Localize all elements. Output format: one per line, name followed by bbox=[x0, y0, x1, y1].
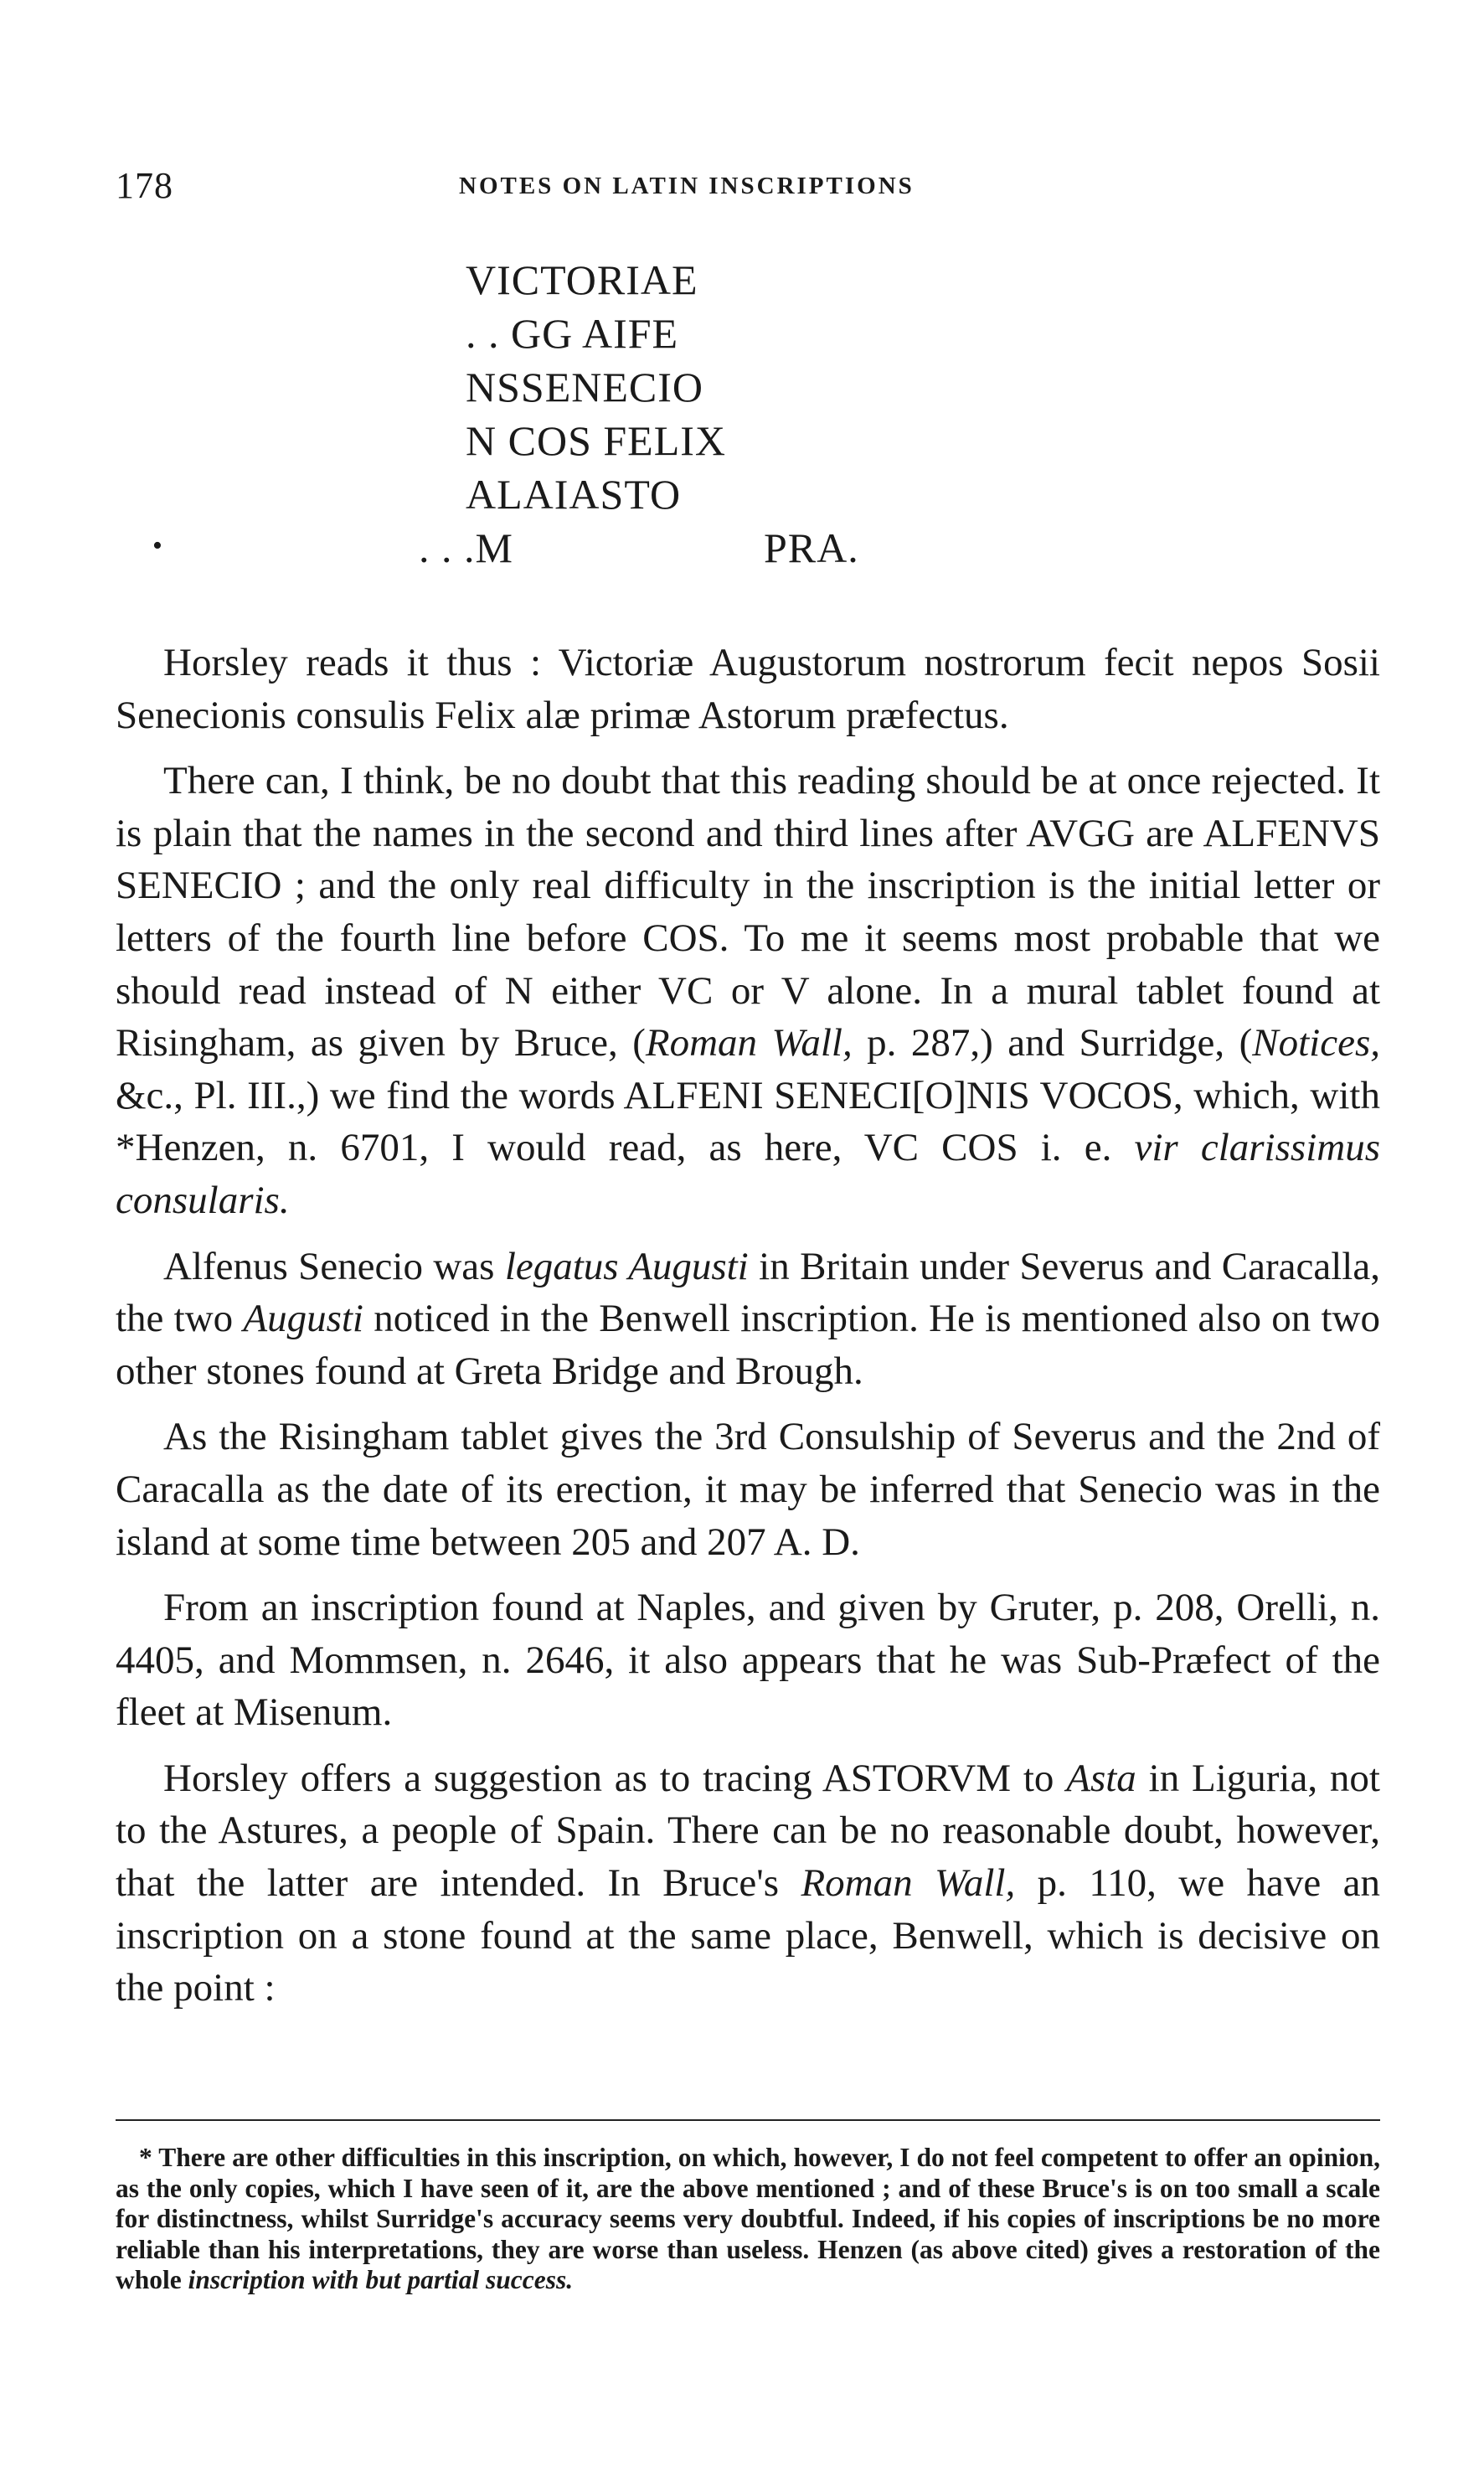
italic-text: Roman Wall, bbox=[801, 1861, 1016, 1906]
italic-text: inscription with but partial success. bbox=[188, 2265, 574, 2295]
inscription-line-4: N COS FELIX bbox=[466, 417, 727, 464]
page-number: 178 bbox=[116, 165, 173, 206]
italic-text: Roman Wall, bbox=[645, 1021, 853, 1065]
inscription-line-2: . . GG AIFE bbox=[466, 310, 679, 357]
italic-text: Augusti bbox=[243, 1297, 363, 1341]
text-run: &c., Pl. III.,) we find the words ALFENI SENECI[O]NIS VOCOS, which, with *Henzen, n. 6701, I would read, as here, VC COS i. e. bbox=[116, 1073, 1380, 1170]
text-run: As the Risingham tablet gives the 3rd Consulship of Severus and the 2nd of Caracalla as the date of its erection, it may be inferred that Senecio was in the island at some time between 205 and 207 A. D. bbox=[116, 1415, 1380, 1564]
paragraph bbox=[116, 1411, 1380, 1568]
italic-text: vir clarissimus consularis. bbox=[116, 1126, 1380, 1222]
text-run: in Britain under Severus and Caracalla, the two bbox=[116, 1244, 1380, 1341]
italic-text: Notices, bbox=[1252, 1021, 1380, 1065]
footnote bbox=[116, 2143, 1380, 2296]
footnote-rule bbox=[116, 2119, 1380, 2121]
text-run: From an inscription found at Naples, and given by Gruter, p. 208, Orelli, n. 4405, and Mommsen, n. 2646, it also appears that he was Sub-Præfect of the fleet at Misenum. bbox=[116, 1586, 1380, 1735]
inscription-line-5: ALAIASTO bbox=[466, 471, 682, 518]
text-run: Alfenus Senecio was bbox=[163, 1244, 505, 1288]
paragraph bbox=[116, 755, 1380, 1226]
text-run: p. 287,) and Surridge, ( bbox=[852, 1021, 1253, 1065]
text-run: noticed in the Benwell inscription. He is mentioned also on two other stones found at Greta Bridge and Brough. bbox=[116, 1297, 1380, 1393]
text-run: p. 110, we have an inscription on a stone found at the same place, Benwell, which is decisive on the point : bbox=[116, 1861, 1380, 2010]
paragraph bbox=[116, 637, 1380, 741]
text-run: Horsley offers a suggestion as to tracing ASTORVM to bbox=[163, 1756, 1067, 1800]
italic-text: legatus Augusti bbox=[504, 1244, 749, 1288]
page-header bbox=[116, 164, 1380, 211]
text-run: Horsley reads it thus : Victoriæ Augustorum nostrorum fecit nepos Sosii Senecionis consulis Felix alæ primæ Astorum præfectus. bbox=[116, 641, 1380, 737]
running-head: NOTES ON LATIN INSCRIPTIONS bbox=[459, 173, 915, 199]
body-text bbox=[116, 637, 1380, 2028]
inscription-line-6-right: PRA. bbox=[764, 524, 859, 571]
paragraph bbox=[116, 1241, 1380, 1398]
inscription-line-6: . . .M bbox=[419, 524, 513, 571]
inscription-line-1: VICTORIAE bbox=[466, 256, 698, 303]
text-run: There can, I think, be no doubt that this reading should be at once rejected. It is plain that the names in the second and third lines after AVGG are ALFENVS SENECIO ; and the only real difficulty in the inscription is the initial letter or letters of the fourth line before COS. To me it seems most probable that we should read instead of N either VC or V alone. In a mural tablet found at Risingham, as given by Bruce, ( bbox=[116, 759, 1380, 1065]
bullet-mark: • bbox=[152, 530, 163, 561]
paragraph bbox=[116, 1581, 1380, 1739]
italic-text: Asta bbox=[1066, 1756, 1136, 1800]
inscription-line-3: NSSENECIO bbox=[466, 364, 704, 410]
text-run: in Liguria, not to the Astures, a people of Spain. There can be no reasonable doubt, however, that the latter are intended. In Bruce's bbox=[116, 1756, 1380, 1906]
paragraph bbox=[116, 1752, 1380, 2015]
text-run: * There are other difficulties in this inscription, on which, however, I do not feel competent to offer an opinion, as the only copies, which I have seen of it, are the above mentioned ; and of these Bruce's is on too small a scale for distinctness, whilst Surridge's accuracy seems very doubtful. Indeed, if his copies of inscriptions be no more reliable than his interpretations, they are worse than useless. Henzen (as above cited) gives a restoration of the whole bbox=[116, 2143, 1380, 2295]
